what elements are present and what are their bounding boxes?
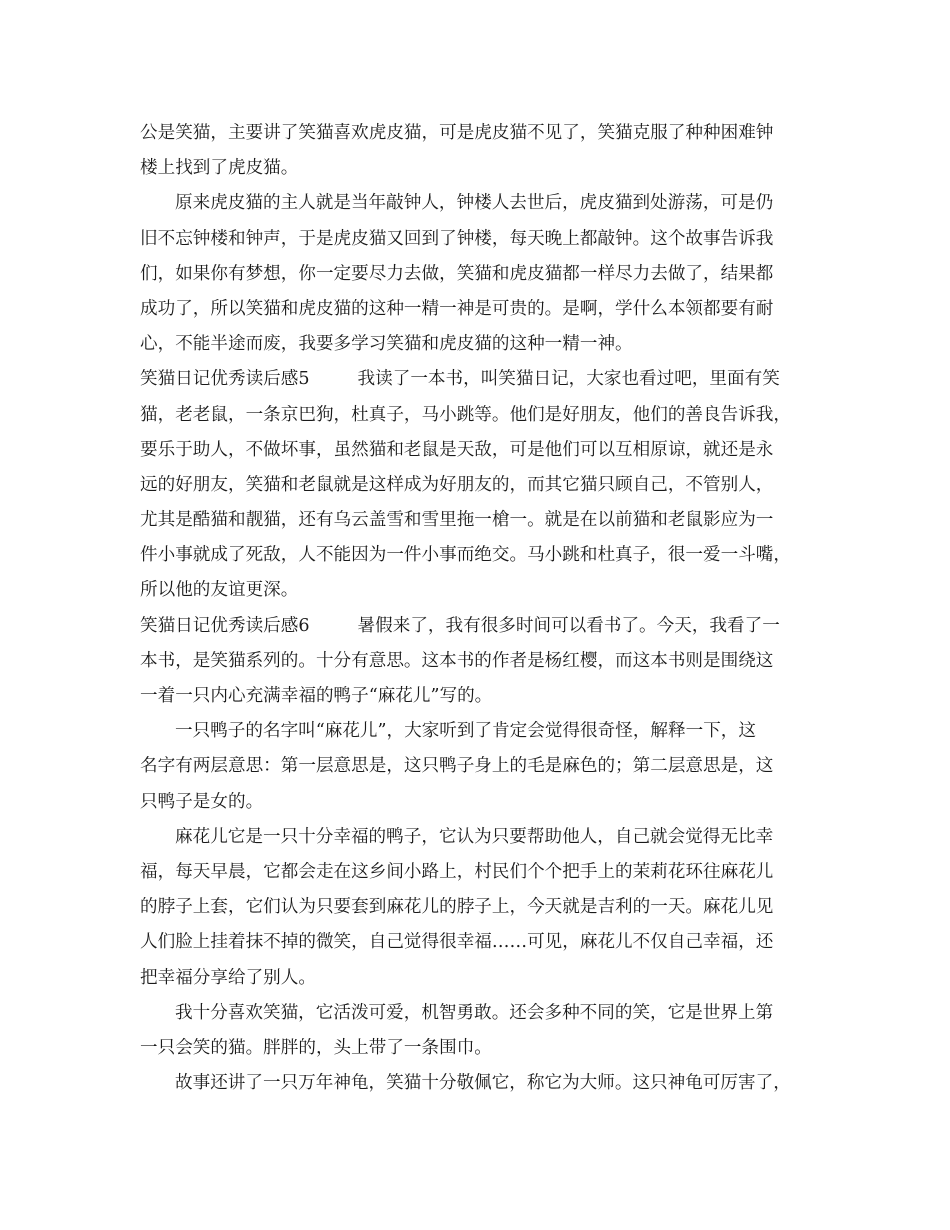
text-line: 福，每天早晨，它都会走在这乡间小路上，村民们个个把手上的茉莉花环往麻花儿 (140, 861, 774, 882)
text-line: 们，如果你有梦想，你一定要尽力去做，笑猫和虎皮猫都一样尽力去做了，结果都 (140, 263, 774, 284)
section-heading: 笑猫日记优秀读后感6 (140, 615, 310, 636)
text-line: 楼上找到了虎皮猫。 (140, 158, 299, 179)
text-line: 公是笑猫，主要讲了笑猫喜欢虎皮猫，可是虎皮猫不见了，笑猫克服了种种困难钟 (140, 123, 774, 143)
text-line: 人们脸上挂着抹不掉的微笑，自己觉得很幸福……可见，麻花儿不仅自己幸福，还 (140, 932, 774, 953)
text-line: 一只鸭子的名字叫“麻花儿”，大家听到了肯定会觉得很奇怪，解释一下，这 (175, 721, 756, 742)
section-heading-line (140, 609, 830, 644)
text-line: 远的好朋友，笑猫和老鼠就是这样成为好朋友的，而其它猫只顾自己，不管别人， (140, 474, 774, 495)
text-line: 尤其是酷猫和靓猫，还有乌云盖雪和雪里拖一槍一。就是在以前猫和老鼠影应为一 (140, 510, 774, 531)
text-line: 要乐于助人，不做坏事，虽然猫和老鼠是天敌，可是他们可以互相原谅，就还是永 (140, 439, 774, 460)
text-line: 心，不能半途而废，我要多学习笑猫和虎皮猫的这种一精一神。 (140, 334, 633, 355)
text-line: 我十分喜欢笑猫，它活泼可爱，机智勇敢。还会多种不同的笑，它是世界上第 (175, 1002, 774, 1023)
text-line: 猫，老老鼠，一条京巴狗，杜真子，马小跳等。他们是好朋友，他们的善良告诉我， (140, 404, 791, 425)
section-heading-line (140, 362, 830, 397)
text-line: 成功了，所以笑猫和虎皮猫的这种一精一神是可贵的。是啊，学什么本领都要有耐 (140, 298, 774, 319)
text-line: 故事还讲了一只万年神龟，笑猫十分敬佩它，称它为大师。这只神龟可厉害了， (175, 1073, 791, 1094)
text-line: 只鸭子是女的。 (140, 791, 264, 812)
text-line: 本书，是笑猫系列的。十分有意思。这本书的作者是杨红樱，而这本书则是围绕这 (140, 650, 774, 671)
text-line: 把幸福分享给了别人。 (140, 967, 316, 988)
document-body (140, 116, 830, 1101)
text-run: 我读了一本书，叫笑猫日记，大家也看过吧，里面有笑 (357, 369, 780, 390)
text-run: 暑假来了，我有很多时间可以看书了。今天，我看了一 (357, 615, 780, 636)
text-line: 原来虎皮猫的主人就是当年敲钟人，钟楼人去世后，虎皮猫到处游荡，可是仍 (175, 193, 774, 214)
text-line: 麻花儿它是一只十分幸福的鸭子，它认为只要帮助他人，自己就会觉得无比幸 (175, 826, 774, 847)
text-line: 名字有两层意思：第一层意思是，这只鸭子身上的毛是麻色的；第二层意思是，这 (140, 756, 774, 777)
text-line: 一着一只内心充满幸福的鸭子“麻花儿”写的。 (140, 686, 493, 706)
text-line: 所以他的友谊更深。 (140, 580, 299, 601)
text-line: 件小事就成了死敌，人不能因为一件小事而绝交。马小跳和杜真子，很一爱一斗嘴， (140, 545, 791, 566)
section-heading: 笑猫日记优秀读后感5 (140, 369, 310, 390)
text-line: 的脖子上套，它们认为只要套到麻花儿的脖子上，今天就是吉利的一天。麻花儿见 (140, 897, 774, 918)
text-line: 旧不忘钟楼和钟声，于是虎皮猫又回到了钟楼，每天晚上都敲钟。这个故事告诉我 (140, 228, 774, 249)
text-line: 一只会笑的猫。胖胖的，头上带了一条围巾。 (140, 1037, 492, 1058)
